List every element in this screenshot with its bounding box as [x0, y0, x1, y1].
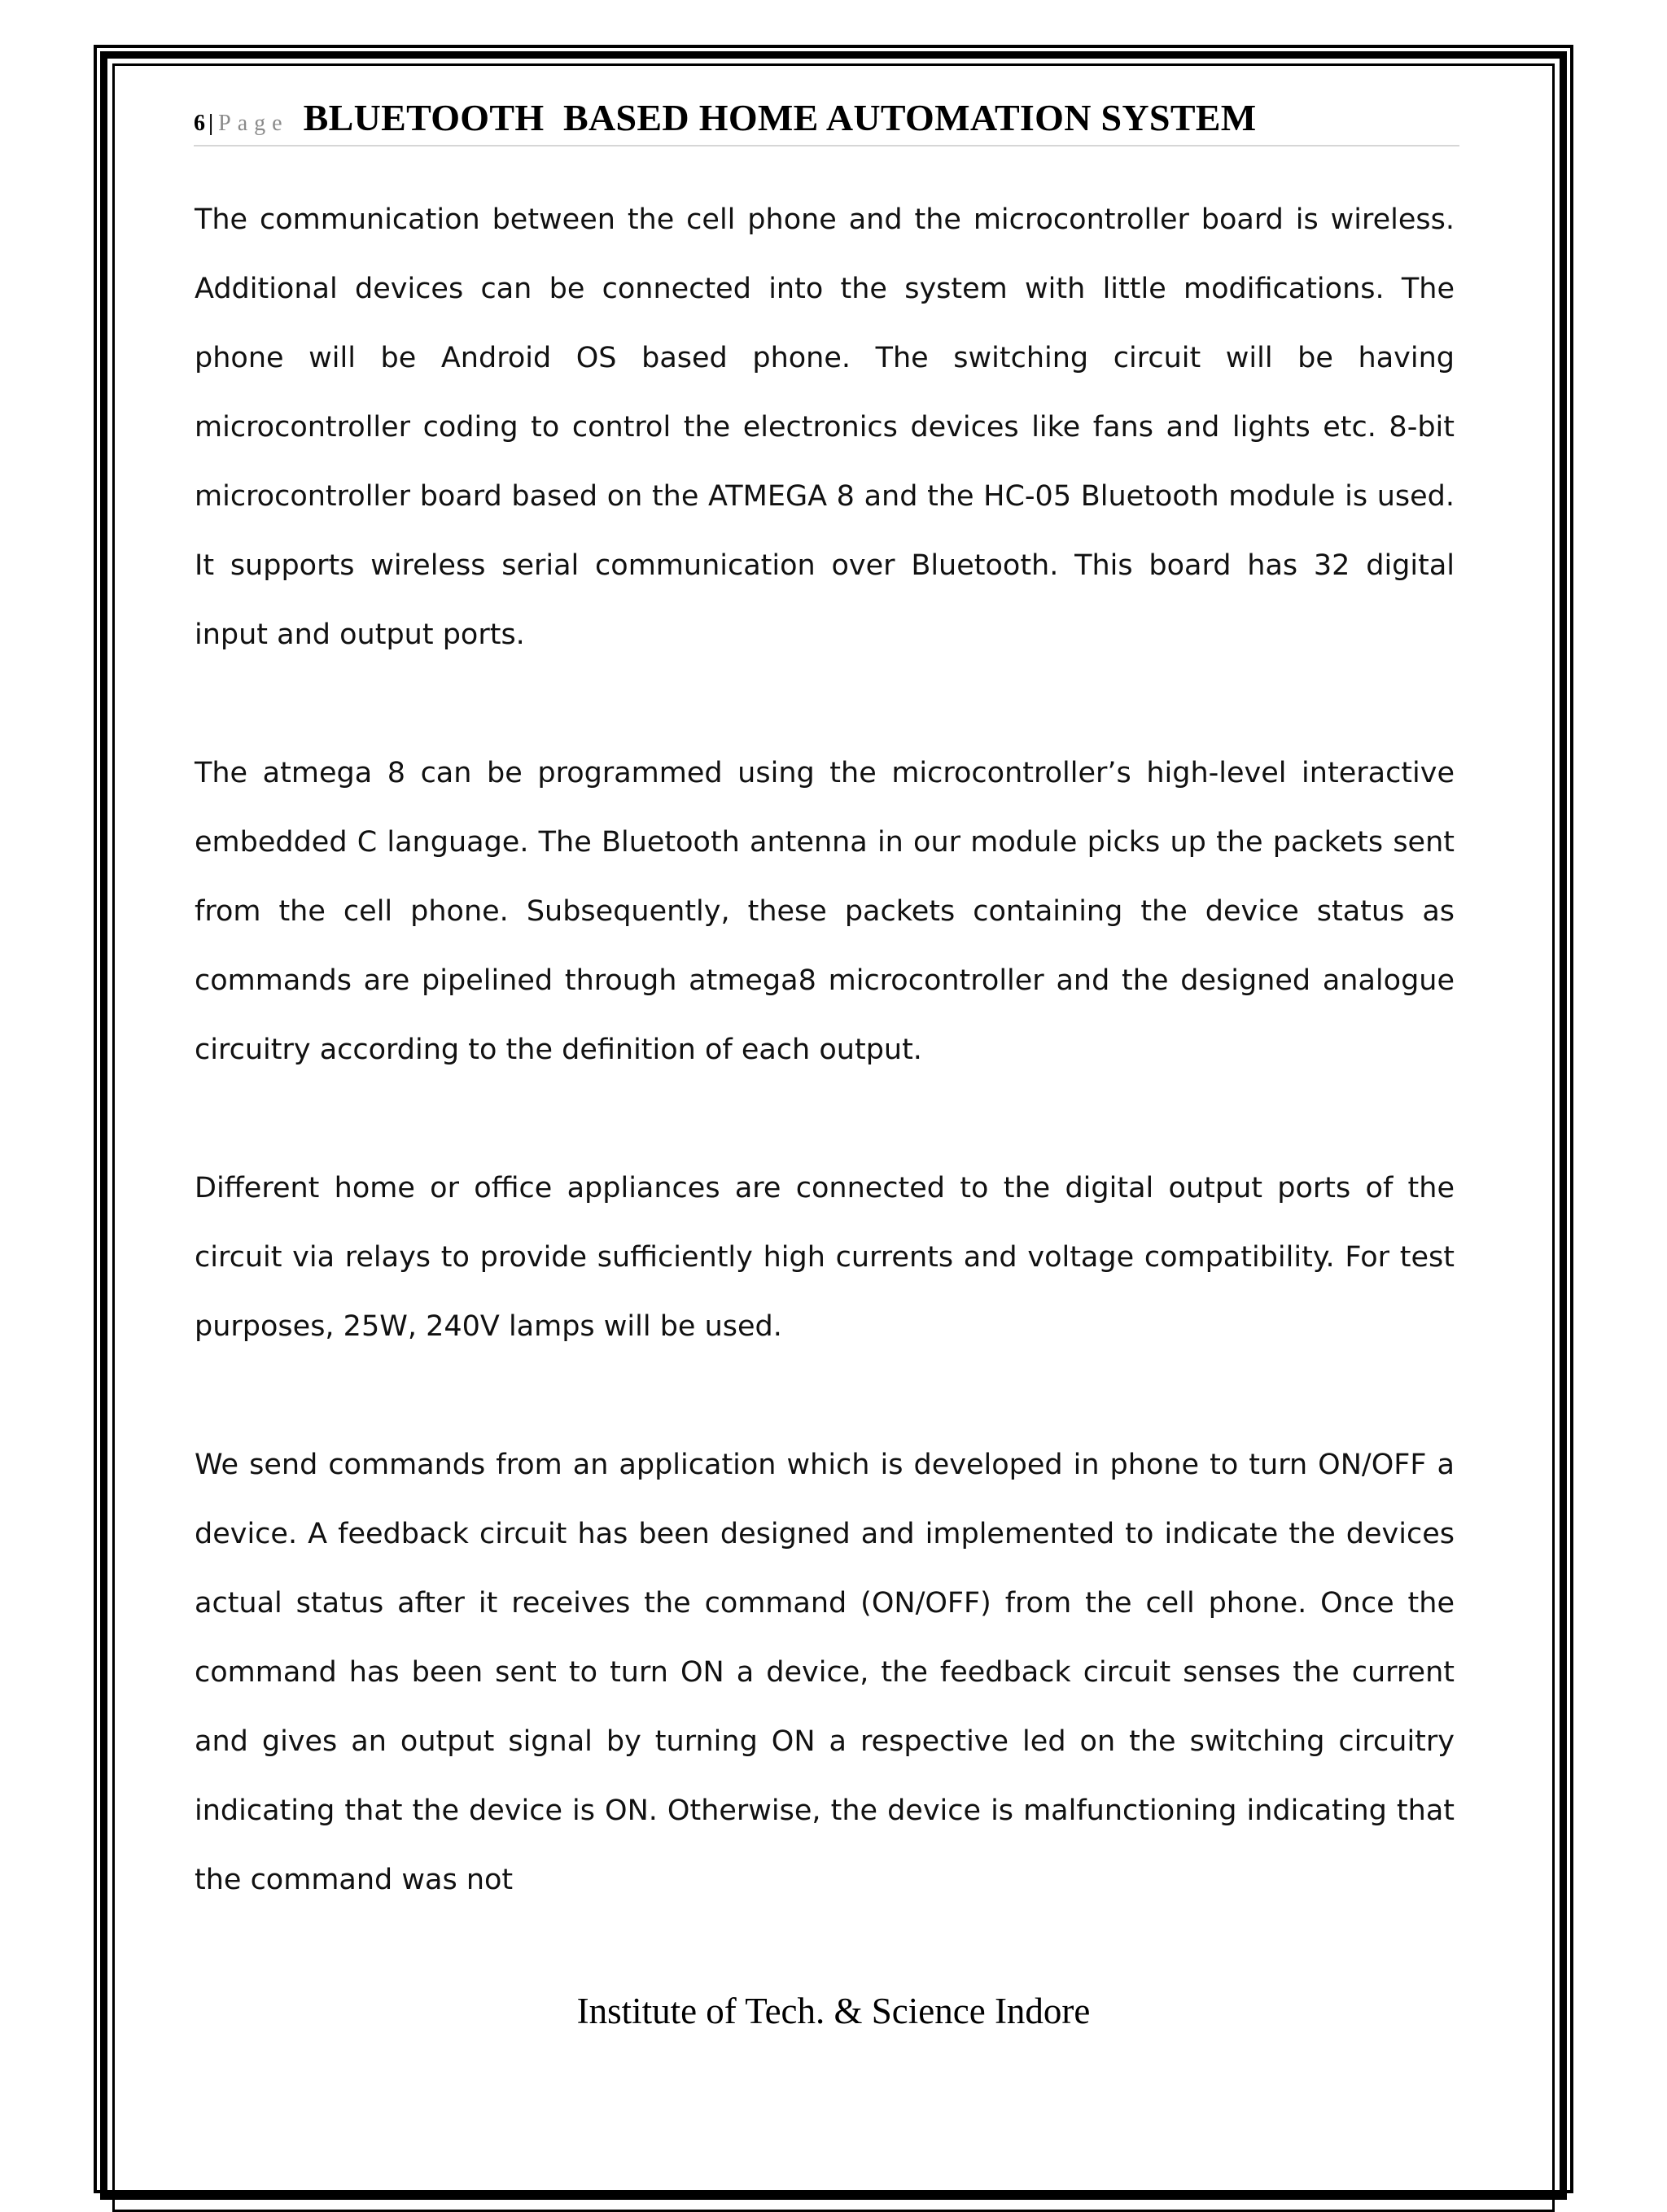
paragraph: The communication between the cell phone and the microcontroller board is wireless. Additional devices can be connected into the system with little modifications. The phone will be Android OS based phone. The switching circuit will be having microcontroller coding to control the electronics devices like fans and lights etc. 8-bit microcontroller board based on the ATMEGA 8 and the HC-05 Bluetooth module is used. It supports wireless serial communication over Bluetooth. This board has 32 digital input and output ports. — [195, 203, 1455, 651]
paragraph: We send commands from an application which is developed in phone to turn ON/OFF a device. A feedback circuit has been designed and implemented to indicate the devices actual status after it receives the command (ON/OFF) from the cell phone. Once the command has been sent to turn ON a device, the feedback circuit senses the current and gives an output signal by turning ON a respective led on the switching circuitry indicating that the device is ON. Otherwise, the device is malfunctioning indicating that the command was not — [195, 1449, 1455, 1896]
paragraph: The atmega 8 can be programmed using the microcontroller’s high-level interactive embedded C language. The Bluetooth antenna in our module picks up the packets sent from the cell phone. Subsequently, these packets containing the device status as commands are pipelined through atmega8 microcontroller and the designed analogue circuitry according to the definition of each output. — [195, 757, 1455, 1066]
page-header — [194, 96, 1459, 146]
document-title: BLUETOOTH BASED HOME AUTOMATION SYSTEM — [303, 97, 1257, 138]
page-label: Page — [218, 111, 289, 136]
page-footer: Institute of Tech. & Science Indore — [576, 1991, 1091, 2031]
page-number: 6 — [194, 111, 205, 136]
paragraph: Different home or office appliances are connected to the digital output ports of the circuit via relays to provide sufficiently high currents and voltage compatibility. For test purposes, 25W, 240V lamps will be used. — [195, 1172, 1455, 1343]
page-separator: | — [208, 111, 214, 136]
body-content — [195, 186, 1455, 1915]
